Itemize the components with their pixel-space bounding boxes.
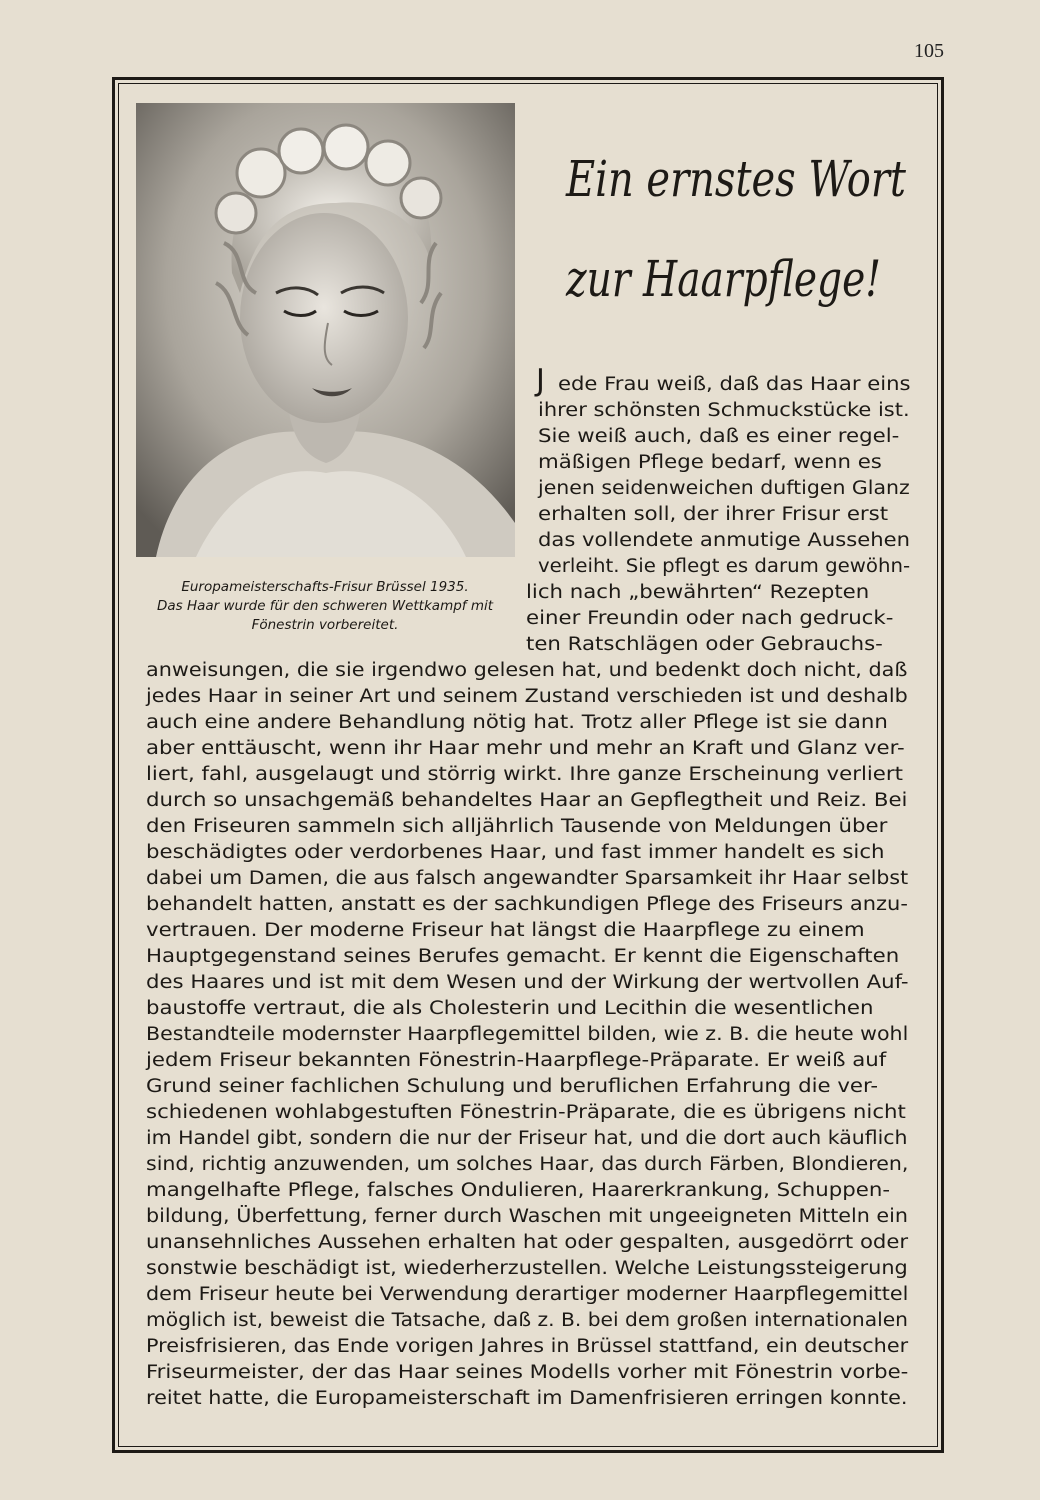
body-line: Preisfrisieren, das Ende vorigen Jahres in Brüssel stattfand, ein deutscher (146, 1336, 909, 1357)
body-line: jedem Friseur bekannten Fönestrin-Haarpflege-Präparate. Er weiß auf (146, 1050, 887, 1071)
body-line: Grund seiner fachlichen Schulung und beruflichen Erfahrung die ver- (146, 1076, 879, 1097)
column-line: das vollendete anmutige Aussehen (538, 530, 910, 551)
page-number: 105 (914, 40, 944, 62)
headline-line-1: Ein ernstes Wort (565, 150, 907, 208)
body-line: auch eine andere Behandlung nötig hat. Trotz aller Pflege ist sie dann (146, 712, 888, 733)
body-line: behandelt hatten, anstatt es der sachkundigen Pflege des Friseurs anzu- (146, 894, 908, 915)
column-line: mäßigen Pflege bedarf, wenn es (538, 452, 882, 473)
column-line: ten Ratschlägen oder Gebrauchs- (526, 634, 883, 655)
body-line: sonstwie beschädigt ist, wiederherzustellen. Welche Leistungssteigerung (146, 1258, 908, 1279)
body-line: möglich ist, beweist die Tatsache, daß z. B. bei dem großen internationalen (146, 1310, 908, 1331)
dropcap: J (536, 363, 545, 398)
body-line: jedes Haar in seiner Art und seinem Zustand verschieden ist und deshalb (146, 686, 908, 707)
body-line: des Haares und ist mit dem Wesen und der Wirkung der wertvollen Auf- (146, 972, 909, 993)
column-line: verleiht. Sie pflegt es darum gewöhn- (538, 556, 911, 577)
caption-line: Europameisterschafts-Frisur Brüssel 1935. (181, 579, 469, 595)
column-line: lich nach „bewährten“ Rezepten (526, 582, 870, 603)
body-line: vertrauen. Der moderne Friseur hat längst die Haarpflege zu einem (146, 920, 865, 941)
body-line: baustoffe vertraut, die als Cholesterin und Lecithin die wesentlichen (146, 998, 874, 1019)
body-line: sind, richtig anzuwenden, um solches Haar, das durch Färben, Blondieren, (146, 1154, 909, 1175)
body-line: mangelhafte Pflege, falsches Ondulieren, Haarerkrankung, Schuppen- (146, 1180, 891, 1201)
body-line: beschädigtes oder verdorbenes Haar, und fast immer handelt es sich (146, 842, 885, 863)
column-line: ede Frau weiß, daß das Haar eins (558, 374, 911, 395)
body-line: dabei um Damen, die aus falsch angewandter Sparsamkeit ihr Haar selbst (146, 868, 909, 889)
body-line: bildung, Überfettung, ferner durch Waschen mit ungeeigneten Mitteln ein (146, 1206, 908, 1227)
column-line: Sie weiß auch, daß es einer regel- (538, 426, 900, 447)
body-line: anweisungen, die sie irgendwo gelesen hat, und bedenkt doch nicht, daß (146, 660, 908, 681)
body-line: liert, fahl, ausgelaugt und störrig wirkt. Ihre ganze Erscheinung verliert (146, 764, 903, 785)
body-line: Bestandteile modernster Haarpflegemittel bilden, wie z. B. die heute wohl (146, 1024, 909, 1045)
body-line: unansehnliches Aussehen erhalten hat oder gespalten, ausgedörrt oder (146, 1232, 909, 1253)
body-line: im Handel gibt, sondern die nur der Friseur hat, und die dort auch käuflich (146, 1128, 908, 1149)
caption-line: Fönestrin vorbereitet. (251, 617, 399, 633)
body-line: aber enttäuscht, wenn ihr Haar mehr und mehr an Kraft und Glanz ver- (146, 738, 905, 759)
body-line: Hauptgegenstand seines Berufes gemacht. Er kennt die Eigenschaften (146, 946, 900, 967)
column-line: jenen seidenweichen duftigen Glanz (538, 478, 910, 499)
body-line: reitet hatte, die Europameisterschaft im Damenfrisieren erringen konnte. (146, 1388, 908, 1409)
body-line: durch so unsachgemäß behandeltes Haar an Gepflegtheit und Reiz. Bei (146, 790, 908, 811)
body-line: den Friseuren sammeln sich alljährlich Tausende von Meldungen über (146, 816, 888, 837)
caption-line: Das Haar wurde für den schweren Wettkampf mit (156, 598, 494, 614)
column-line: ihrer schönsten Schmuckstücke ist. (538, 400, 910, 421)
column-line: einer Freundin oder nach gedruck- (526, 608, 894, 629)
body-line: schiedenen wohlabgestuften Fönestrin-Präparate, die es übrigens nicht (146, 1102, 906, 1123)
body-line: dem Friseur heute bei Verwendung derartiger moderner Haarpflegemittel (146, 1284, 909, 1305)
column-line: erhalten soll, der ihrer Frisur erst (538, 504, 889, 525)
body-line: Friseurmeister, der das Haar seines Modells vorher mit Fönestrin vorbe- (146, 1362, 909, 1383)
headline-line-2: zur Haarpflege! (565, 250, 881, 308)
